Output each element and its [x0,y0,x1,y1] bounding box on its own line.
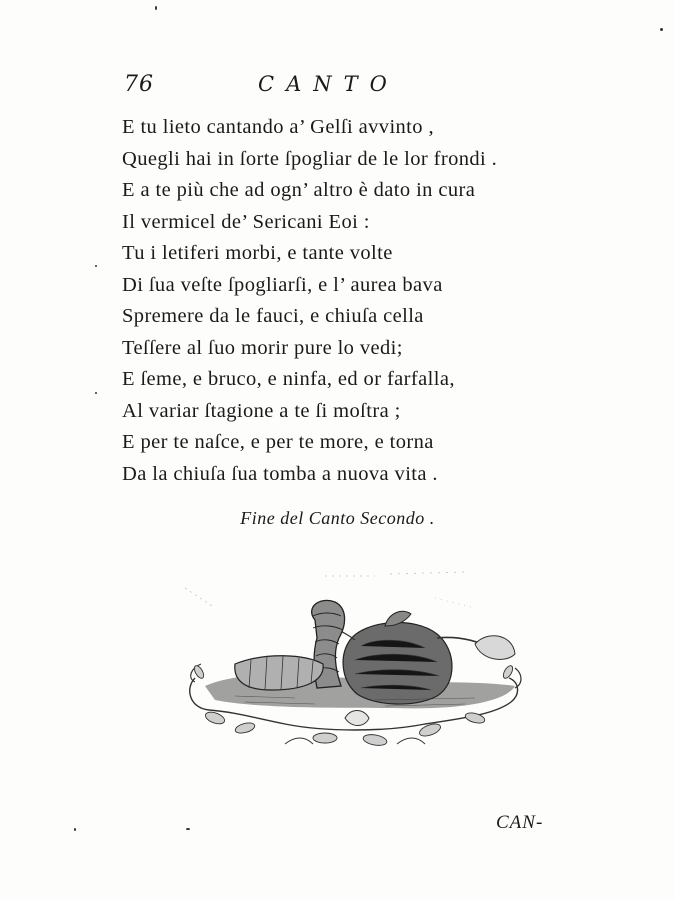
ink-speck [74,828,76,831]
catchword: CAN- [496,812,544,833]
verse-line: E tu lieto cantando a’ Gelſi avvinto , [122,116,434,138]
verse-line: E per te naſce, e per te more, e torna [122,431,434,453]
verse-line: Da la chiuſa ſua tomba a nuova vita . [122,462,438,485]
page-header [118,72,558,102]
ink-speck [660,28,663,31]
verse-line: Al variar ſtagione a te ſi moſtra ; [122,399,401,422]
ink-speck [95,392,97,394]
verse-line: Il vermicel de’ Sericani Eoi : [122,210,370,233]
running-title: CANTO [258,72,399,96]
verse-block [122,112,582,490]
verse-line: Tu i letiferi morbi, e tante volte [122,242,393,264]
ink-speck [186,828,190,830]
page-number: 76 [124,72,154,97]
verse-line: Teſſere al ſuo morir pure lo vedi; [122,336,403,359]
verse-line: Spremere da le fauci, e chiuſa cella [122,305,424,327]
verse-line: Di ſua veſte ſpogliarſi, e l’ aurea bava [122,273,443,296]
ink-speck [95,265,97,267]
verse-line: Quegli hai in ſorte ſpogliar de le lor frondi . [122,147,498,170]
silkworm-cocoon-engraving-icon [175,568,530,753]
verse-line: E a te più che ad ogn’ altro è dato in cura [122,179,476,201]
verse-line: E ſeme, e bruco, e ninfa, ed or farfalla, [122,368,455,390]
canto-end-colophon: Fine del Canto Secondo . [240,508,435,528]
ink-speck [155,6,157,10]
